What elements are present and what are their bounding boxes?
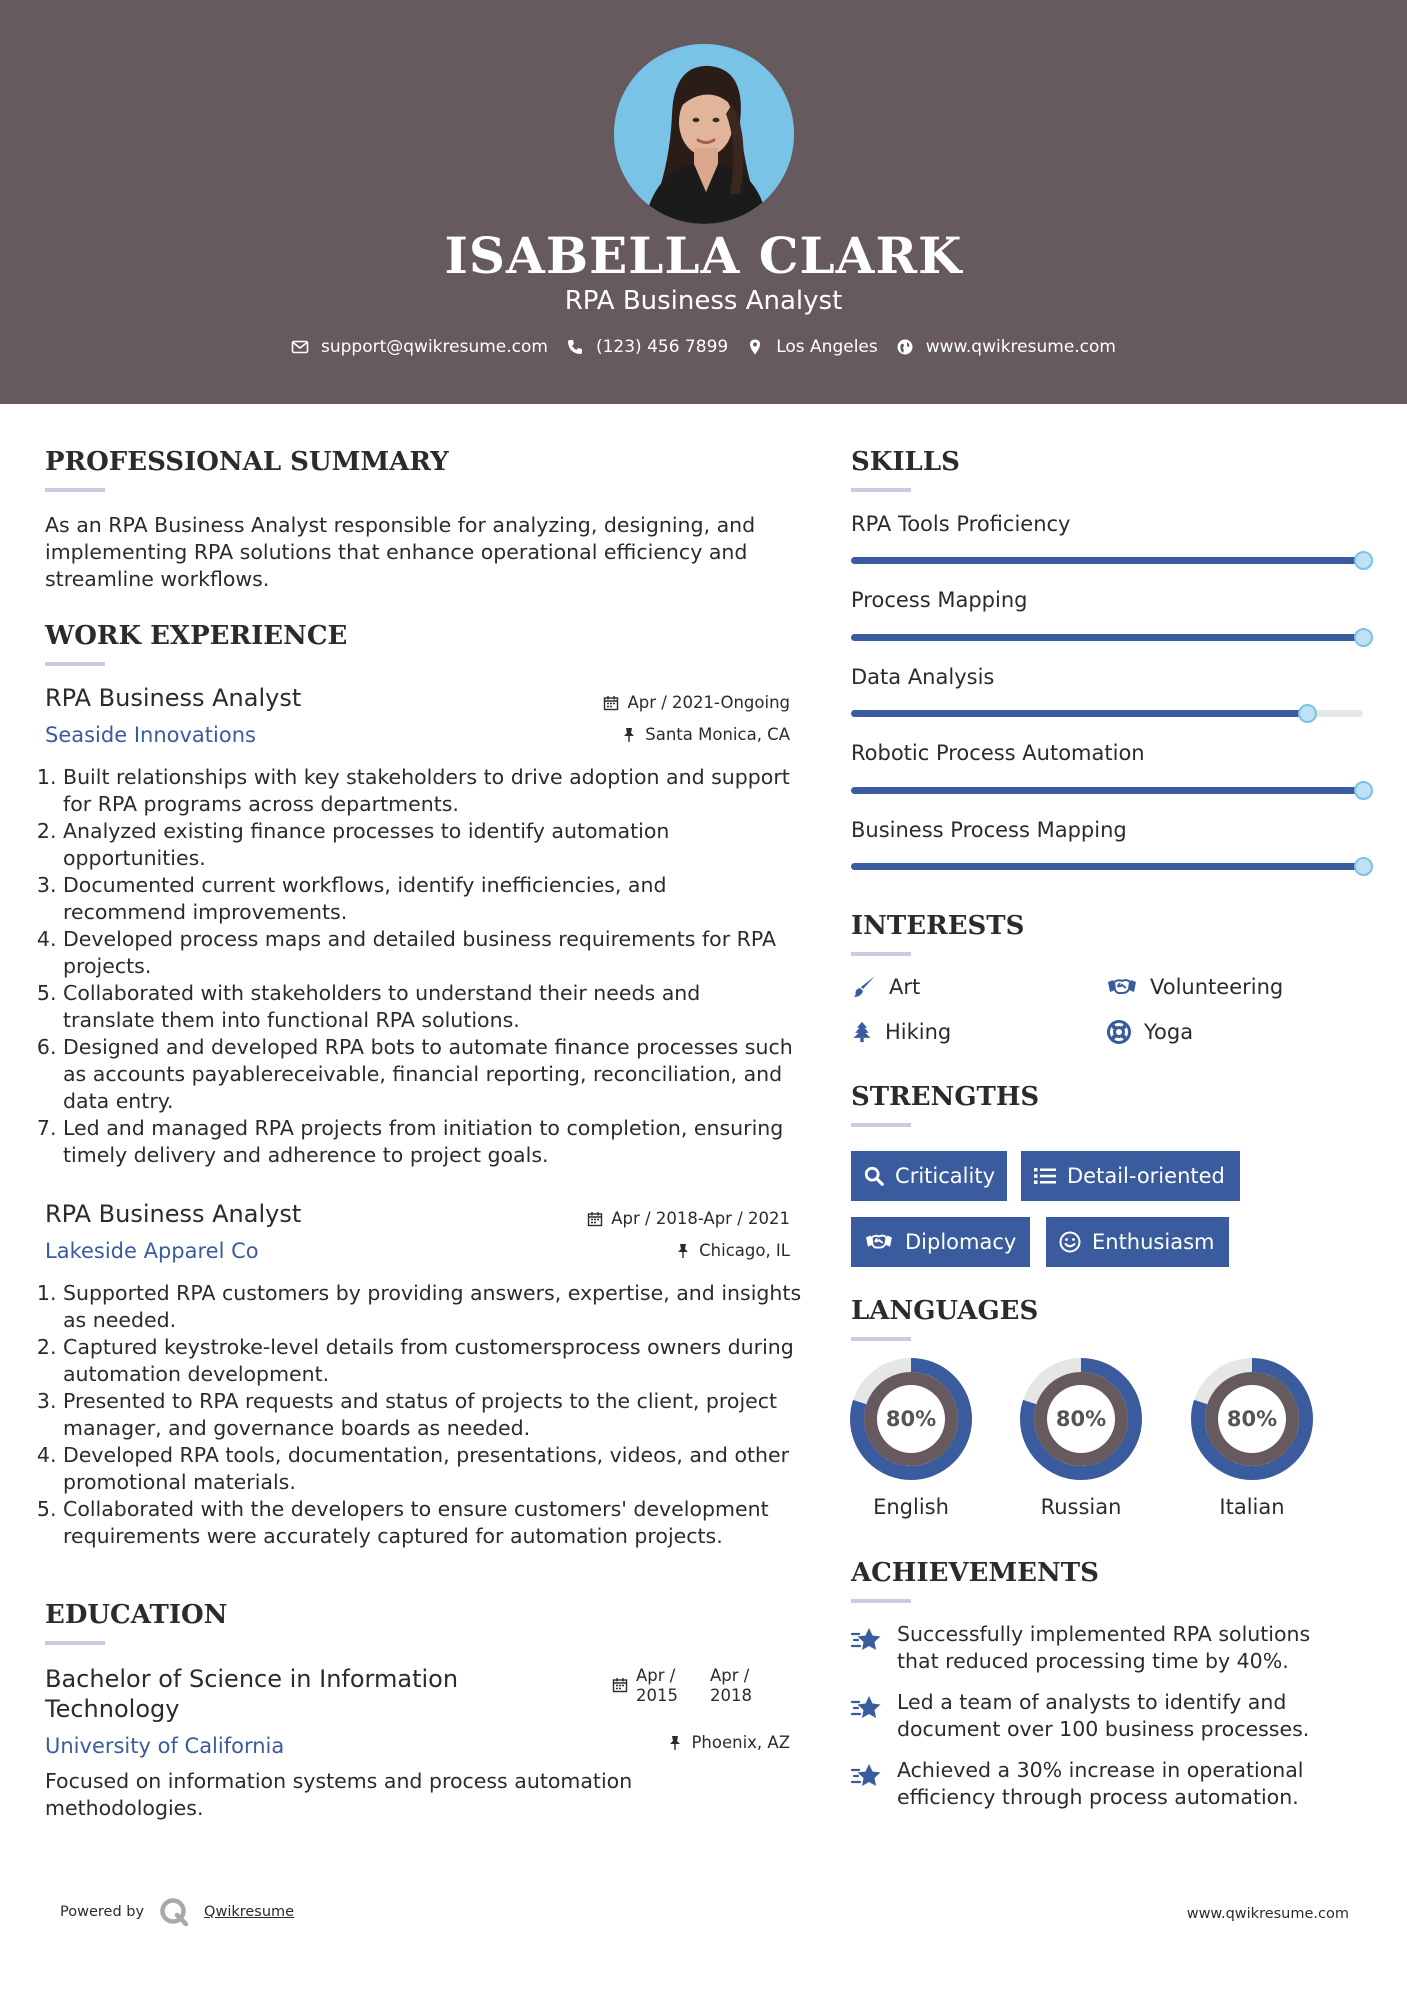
skill-1-fill [851, 557, 1363, 564]
skill-2-knob [1354, 628, 1373, 647]
strength-criticality [851, 1151, 1007, 1201]
portrait-image [614, 44, 794, 224]
achievement-2-text: Led a team of analysts to identify and document over 100 business processes. [897, 1690, 1310, 1741]
education-dates [612, 1666, 752, 1706]
footer-powered-by [60, 1896, 294, 1928]
strengths-underline [851, 1123, 911, 1127]
strength-diplomacy [851, 1217, 1030, 1267]
skill-5-fill [851, 863, 1363, 870]
envelope-icon [291, 338, 309, 356]
search-icon [863, 1164, 885, 1188]
language-english-ring [849, 1357, 973, 1481]
education-heading: EDUCATION [45, 1600, 228, 1630]
list-item: 7. Led and managed RPA projects from initiation to completion, ensuring timely delivery and adherence to project goals. [63, 1115, 795, 1169]
smile-icon [1058, 1230, 1082, 1254]
star-badge-icon [851, 1693, 883, 1723]
education-end-month: Apr / [710, 1666, 750, 1685]
contact-website-text: www.qwikresume.com [925, 337, 1116, 357]
calendar-icon [603, 695, 619, 711]
summary-underline [45, 488, 105, 492]
skill-3-name: Data Analysis [851, 665, 995, 689]
skills-heading: SKILLS [851, 447, 960, 477]
job-2-company: Lakeside Apparel Co [45, 1239, 259, 1263]
skill-5-bar [851, 863, 1363, 870]
interest-yoga [1106, 1019, 1193, 1045]
list-item: 4. Developed RPA tools, documentation, presentations, videos, and other promotional materials. [63, 1442, 810, 1496]
education-location [667, 1733, 790, 1752]
contact-email[interactable] [291, 337, 548, 357]
job-2-location [675, 1241, 790, 1260]
job-1-bullets [45, 764, 795, 1169]
tree-icon [851, 1019, 873, 1045]
skill-4-name: Robotic Process Automation [851, 741, 1145, 765]
education-location-text: Phoenix, AZ [691, 1733, 790, 1752]
list-item: 1. Supported RPA customers by providing answers, expertise, and insights as needed. [63, 1280, 810, 1334]
job-1-location-text: Santa Monica, CA [645, 725, 790, 744]
pushpin-icon [621, 727, 637, 743]
footer-website[interactable]: www.qwikresume.com [1186, 1906, 1349, 1922]
pushpin-icon [667, 1735, 683, 1751]
achievement-1-text: Successfully implemented RPA solutions that reduced processing time by 40%. [897, 1622, 1311, 1673]
summary-text: As an RPA Business Analyst responsible for analyzing, designing, and implementing RPA solutions that enhance operational efficiency and streamline workflows. [45, 513, 756, 591]
job-1-dates [603, 693, 790, 712]
achievement-3-text: Achieved a 30% increase in operational efficiency through process automation. [897, 1758, 1304, 1809]
language-italian-percent: 80% [1226, 1407, 1278, 1431]
job-2-title: RPA Business Analyst [45, 1200, 302, 1228]
interest-volunteering-label: Volunteering [1150, 975, 1284, 999]
interests-heading: INTERESTS [851, 911, 1025, 941]
skill-1-knob [1354, 551, 1373, 570]
skill-2-bar [851, 634, 1363, 641]
job-1-company: Seaside Innovations [45, 723, 256, 747]
strength-detail-oriented [1021, 1151, 1240, 1201]
paintbrush-icon [851, 974, 877, 1000]
achievement-2 [851, 1689, 1351, 1743]
avatar [614, 44, 794, 224]
job-2-location-text: Chicago, IL [699, 1241, 790, 1260]
job-2-dates [587, 1209, 790, 1228]
list-icon [1033, 1164, 1057, 1188]
interest-yoga-label: Yoga [1144, 1020, 1194, 1044]
map-pin-icon [746, 338, 764, 356]
experience-underline [45, 662, 105, 666]
list-item: 2. Analyzed existing finance processes to identify automation opportunities. [63, 818, 795, 872]
interest-art-label: Art [889, 975, 921, 999]
experience-heading: WORK EXPERIENCE [45, 621, 348, 651]
job-2-bullets [45, 1280, 810, 1550]
star-badge-icon [851, 1625, 883, 1655]
handshake-icon [1106, 974, 1138, 1000]
languages-underline [851, 1337, 911, 1341]
job-1-dates-text: Apr / 2021-Ongoing [627, 693, 790, 712]
achievements-heading: ACHIEVEMENTS [851, 1558, 1099, 1588]
interests-underline [851, 952, 911, 956]
candidate-name: ISABELLA CLARK [444, 226, 963, 285]
resume-header [0, 0, 1407, 404]
education-end-year: 2018 [710, 1686, 752, 1705]
contact-location [746, 337, 878, 357]
footer-brand-link[interactable]: Qwikresume [204, 1904, 295, 1920]
calendar-icon [587, 1211, 603, 1227]
education-start-month: Apr / [636, 1666, 676, 1685]
contact-phone-text: (123) 456 7899 [595, 337, 729, 357]
achievement-1 [851, 1621, 1351, 1675]
list-item: 2. Captured keystroke-level details from customersprocess owners during automation development. [63, 1334, 810, 1388]
language-russian-name: Russian [1040, 1495, 1122, 1519]
strength-enthusiasm [1046, 1217, 1229, 1267]
contact-bar [0, 337, 1407, 357]
language-english-name: English [873, 1495, 949, 1519]
interest-hiking-label: Hiking [885, 1020, 952, 1044]
skill-4-bar [851, 787, 1363, 794]
language-english-percent: 80% [885, 1407, 937, 1431]
job-1-location [621, 725, 790, 744]
list-item: 3. Documented current workflows, identify inefficiencies, and recommend improvements. [63, 872, 795, 926]
list-item: 4. Developed process maps and detailed business requirements for RPA projects. [63, 926, 795, 980]
contact-email-text: support@qwikresume.com [321, 337, 548, 357]
education-school: University of California [45, 1734, 285, 1758]
strength-diplomacy-label: Diplomacy [905, 1230, 1017, 1254]
interest-volunteering [1106, 974, 1283, 1000]
skill-4-knob [1354, 781, 1373, 800]
calendar-icon [612, 1677, 628, 1693]
contact-phone[interactable] [566, 337, 728, 357]
strengths-heading: STRENGTHS [851, 1082, 1040, 1112]
strength-detail-oriented-label: Detail-oriented [1067, 1164, 1225, 1188]
interest-hiking [851, 1019, 951, 1045]
education-degree: Bachelor of Science in Information Technology [45, 1665, 459, 1723]
skill-5-knob [1354, 857, 1373, 876]
education-underline [45, 1641, 105, 1645]
skill-3-fill [851, 710, 1307, 717]
footer-powered-by-text: Powered by [60, 1904, 145, 1920]
list-item: 1. Built relationships with key stakeholders to drive adoption and support for RPA programs across departments. [63, 764, 795, 818]
language-russian-ring [1019, 1357, 1143, 1481]
globe-icon [896, 338, 914, 356]
list-item: 5. Collaborated with stakeholders to understand their needs and translate them into functional RPA solutions. [63, 980, 795, 1034]
language-italian-ring [1190, 1357, 1314, 1481]
languages-heading: LANGUAGES [851, 1296, 1039, 1326]
contact-website[interactable] [896, 337, 1116, 357]
skill-5-name: Business Process Mapping [851, 818, 1127, 842]
list-item: 3. Presented to RPA requests and status of projects to the client, project manager, and governance boards as needed. [63, 1388, 810, 1442]
skill-4-fill [851, 787, 1363, 794]
strength-criticality-label: Criticality [895, 1164, 995, 1188]
language-russian-percent: 80% [1055, 1407, 1107, 1431]
list-item: 6. Designed and developed RPA bots to automate finance processes such as accounts payablereceivable, financial reporting, reconciliation, and data entry. [63, 1034, 795, 1115]
achievements-underline [851, 1599, 911, 1603]
language-italian-name: Italian [1219, 1495, 1285, 1519]
skill-1-name: RPA Tools Proficiency [851, 512, 1071, 536]
job-1-title: RPA Business Analyst [45, 684, 302, 712]
language-english [849, 1357, 973, 1519]
skill-2-name: Process Mapping [851, 588, 1028, 612]
language-italian [1190, 1357, 1314, 1519]
achievement-3 [851, 1757, 1351, 1811]
skill-3-knob [1298, 704, 1317, 723]
job-2-dates-text: Apr / 2018-Apr / 2021 [611, 1209, 790, 1228]
phone-icon [566, 338, 584, 356]
strength-enthusiasm-label: Enthusiasm [1092, 1230, 1215, 1254]
summary-heading: PROFESSIONAL SUMMARY [45, 447, 449, 477]
education-start-year: 2015 [636, 1686, 678, 1705]
language-russian [1019, 1357, 1143, 1519]
pushpin-icon [675, 1243, 691, 1259]
handshake-icon [863, 1230, 895, 1254]
education-description: Focused on information systems and process automation methodologies. [45, 1769, 633, 1820]
skill-1-bar [851, 557, 1363, 564]
skill-3-bar [851, 710, 1363, 717]
lifering-icon [1106, 1019, 1132, 1045]
interest-art [851, 974, 920, 1000]
star-badge-icon [851, 1761, 883, 1791]
contact-location-text: Los Angeles [776, 337, 878, 357]
skills-underline [851, 488, 911, 492]
qwikresume-logo-icon [158, 1896, 190, 1928]
list-item: 5. Collaborated with the developers to ensure customers' development requirements were accurately captured for automation projects. [63, 1496, 810, 1550]
candidate-title: RPA Business Analyst [564, 286, 843, 316]
skill-2-fill [851, 634, 1363, 641]
